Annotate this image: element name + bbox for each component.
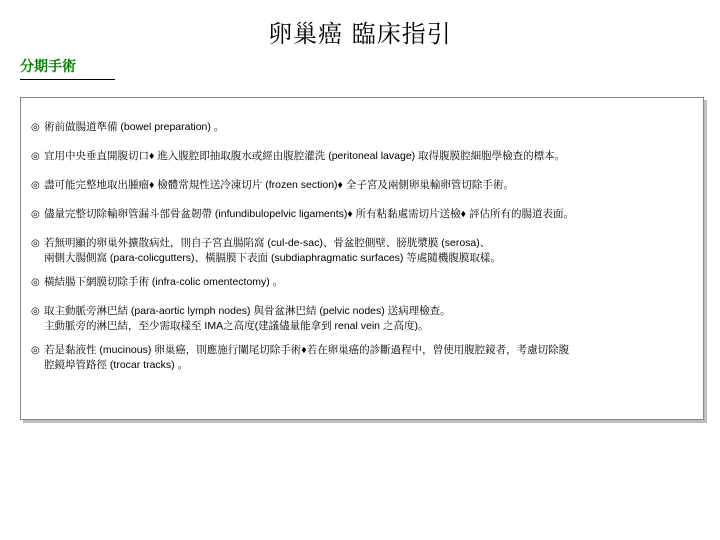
bullet-text: 術前做腸道準備 (bowel preparation) 。 xyxy=(44,121,225,133)
bullet-text: 宜用中央垂直開腹切口♦ 進入腹腔即抽取腹水或經由腹腔灌洗 (peritoneal lavage) 取得腹膜腔細胞學檢查的標本。 xyxy=(44,150,566,162)
bullet-text: 若無明顯的卵巢外擴散病灶，則自子宮直腸陷窩 (cul-de-sac)、骨盆腔側壁、膀胱漿膜 (serosa)、 兩側大腸側窩 (para-colicgutters)、橫膈膜下表面 (subdiaphragmatic surfaces) 等處隨機腹膜取樣。 xyxy=(44,237,501,264)
list-item xyxy=(31,178,695,193)
bullet-icon: ◎ xyxy=(31,180,40,191)
bullet-icon: ◎ xyxy=(31,277,40,288)
heading-underline xyxy=(20,79,115,80)
content-box xyxy=(20,97,704,420)
list-item xyxy=(31,275,695,290)
list-item xyxy=(31,207,695,222)
bullet-icon: ◎ xyxy=(31,306,40,317)
list-item xyxy=(31,343,695,373)
list-item xyxy=(31,120,695,135)
bullet-text: 橫結腸下網膜切除手術 (infra-colic omentectomy) 。 xyxy=(44,276,284,288)
bullet-text: 盡可能完整地取出腫瘤♦ 檢體常規性送冷凍切片 (frozen section)♦ 全子宮及兩側卵巢輸卵管切除手術。 xyxy=(44,179,514,191)
bullet-icon: ◎ xyxy=(31,122,40,133)
list-item xyxy=(31,236,695,266)
list-item xyxy=(31,304,695,334)
bullet-text: 取主動脈旁淋巴結 (para-aortic lymph nodes) 與骨盆淋巴結 (pelvic nodes) 送病理檢查。 主動脈旁的淋巴結，至少需取樣至 IMA之高度(建議儘量能拿到 renal vein 之高度)。 xyxy=(44,305,451,332)
bullet-icon: ◎ xyxy=(31,209,40,220)
section-heading: 分期手術 xyxy=(20,59,76,75)
list-item xyxy=(31,149,695,164)
bullet-icon: ◎ xyxy=(31,345,40,356)
bullet-text: 若是黏液性 (mucinous) 卵巢癌，則應施行闌尾切除手術♦若在卵巢癌的診斷過程中，曾使用腹腔鏡者，考慮切除腹 腔鏡埠管路徑 (trocar tracks) 。 xyxy=(44,344,570,371)
bullet-list xyxy=(31,120,695,373)
slide-title: 卵巢癌 臨床指引 xyxy=(268,20,452,48)
bullet-icon: ◎ xyxy=(31,238,40,249)
bullet-text: 儘量完整切除輸卵管漏斗部骨盆韌帶 (infundibulopelvic ligaments)♦ 所有粘黏處需切片送檢♦ 評估所有的腸道表面。 xyxy=(44,208,574,220)
bullet-icon: ◎ xyxy=(31,151,40,162)
